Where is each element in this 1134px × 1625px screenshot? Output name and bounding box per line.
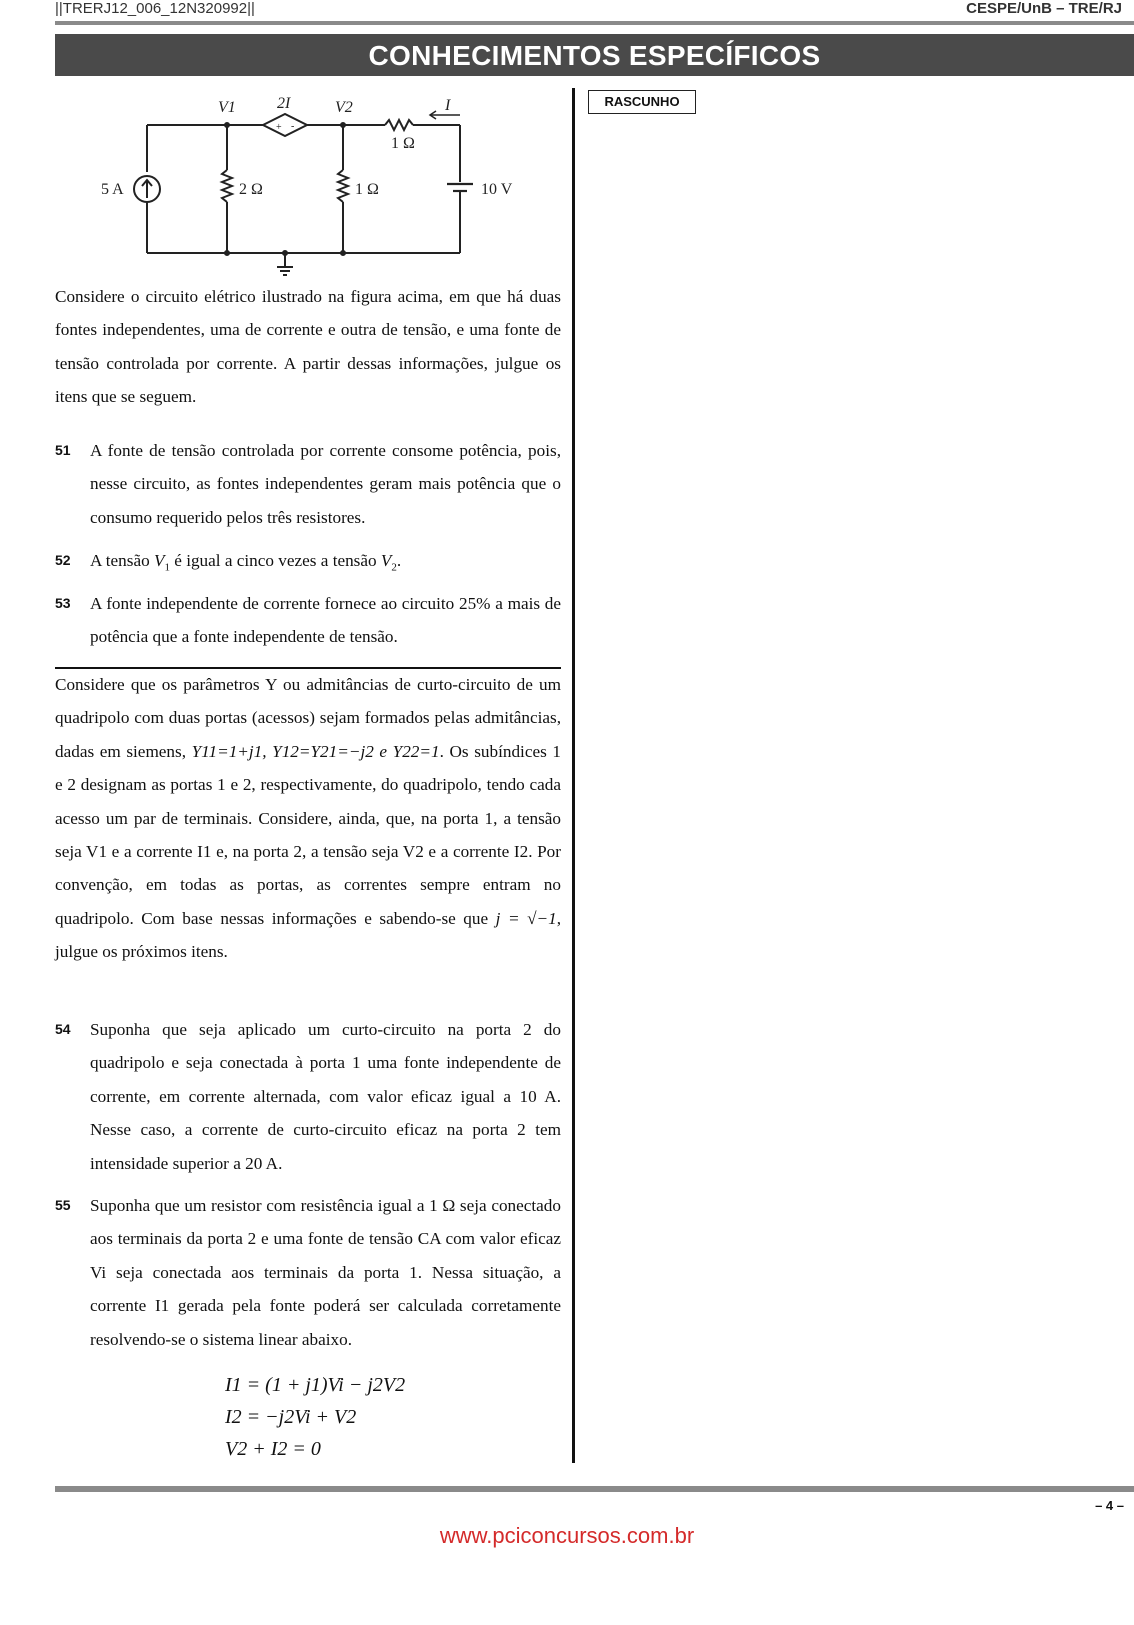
item-number: 51 — [55, 442, 71, 458]
label-minus: - — [291, 121, 295, 132]
item-51 — [55, 434, 561, 534]
item-54 — [55, 1013, 561, 1180]
equation-3: V2 + I2 = 0 — [225, 1438, 321, 1460]
item-52 — [55, 544, 561, 585]
label-r-series: 1 Ω — [391, 135, 415, 152]
intro-paragraph-1: Considere o circuito elétrico ilustrado na figura acima, em que há duas fontes independentes, uma de corrente e outra de tensão, e uma fonte de tensão controlada por corrente. A partir dessas informações, julgue os itens que se seguem. — [55, 287, 561, 407]
label-r-left: 2 Ω — [239, 181, 263, 198]
dependent-source-symbol — [263, 114, 307, 136]
label-r-mid: 1 Ω — [355, 181, 379, 198]
item-text: Suponha que um resistor com resistência igual a 1 Ω seja conectado aos terminais da porta 2 e uma fonte de tensão CA com valor eficaz Vi seja conectada aos terminais da porta 1. Nessa situação, a corrente I1 gerada pela fonte poderá ser calculada corretamente resolvendo-se o sistema linear abaixo. — [90, 1196, 561, 1349]
item-55 — [55, 1189, 561, 1356]
label-current: I — [445, 97, 451, 114]
item-text: A fonte de tensão controlada por corrente consome potência, pois, nesse circuito, as fontes independentes geram mais potência que o consumo requerido pelos três resistores. — [90, 441, 561, 527]
section-title: CONHECIMENTOS ESPECÍFICOS — [55, 34, 1134, 76]
exam-org: CESPE/UnB – TRE/RJ — [966, 0, 1122, 17]
label-dep-source: 2I — [277, 95, 291, 112]
circuit-diagram — [95, 90, 535, 280]
intro-paragraph-2: Considere que os parâmetros Y ou admitâncias de curto-circuito de um quadripolo com duas portas (acessos) sejam formados pelas admitâncias, dadas em siemens, Y11=1+j1, Y12=Y21=−j2 e Y22=1. Os subíndices 1 e 2 designam as portas 1 e 2, respectivamente, do quadripolo, tendo cada acesso um par de terminais. Considere, ainda, que, na porta 1, a tensão seja V1 e a corrente I1 e, na porta 2, a tensão seja V2 e a corrente I2. Por convenção, em todas as portas, as correntes sempre entram no quadripolo. Com base nessas informações e sabendo-se que j = √−1, julgue os próximos itens. — [55, 675, 561, 962]
label-plus: + — [276, 122, 282, 133]
item-number: 52 — [55, 552, 71, 568]
equation-1: I1 = (1 + j1)Vi − j2V2 — [225, 1374, 406, 1396]
column-divider — [572, 88, 575, 1463]
label-v1: V1 — [218, 99, 236, 116]
item-text: A fonte independente de corrente fornece ao circuito 25% a mais de potência que a fonte independente de tensão. — [90, 594, 561, 647]
item-number: 54 — [55, 1021, 71, 1037]
site-link[interactable]: www.pciconcursos.com.br — [439, 1523, 695, 1548]
rascunho-box: RASCUNHO — [588, 90, 696, 114]
item-text: A tensão $V_1$ é igual a cinco vezes a tensão $V_2$. — [90, 551, 402, 574]
item-53 — [55, 587, 561, 654]
label-current-source: 5 A — [101, 181, 124, 198]
item-number: 53 — [55, 595, 71, 611]
label-v2: V2 — [335, 99, 353, 116]
header-rule — [55, 21, 1134, 25]
item-number: 55 — [55, 1197, 71, 1213]
label-voltage-source: 10 V — [481, 181, 513, 198]
item-text: Suponha que seja aplicado um curto-circuito na porta 2 do quadripolo e seja conectada à porta 1 uma fonte independente de corrente, em corrente alternada, com valor eficaz igual a 10 A. Nesse caso, a corrente de curto-circuito eficaz na porta 2 tem intensidade superior a 20 A. — [90, 1020, 561, 1173]
equation-2: I2 = −j2Vi + V2 — [225, 1406, 357, 1428]
footer-rule — [55, 1486, 1134, 1492]
exam-code: ||TRERJ12_006_12N320992|| — [55, 0, 255, 17]
page-number: – 4 – — [1095, 1498, 1124, 1513]
